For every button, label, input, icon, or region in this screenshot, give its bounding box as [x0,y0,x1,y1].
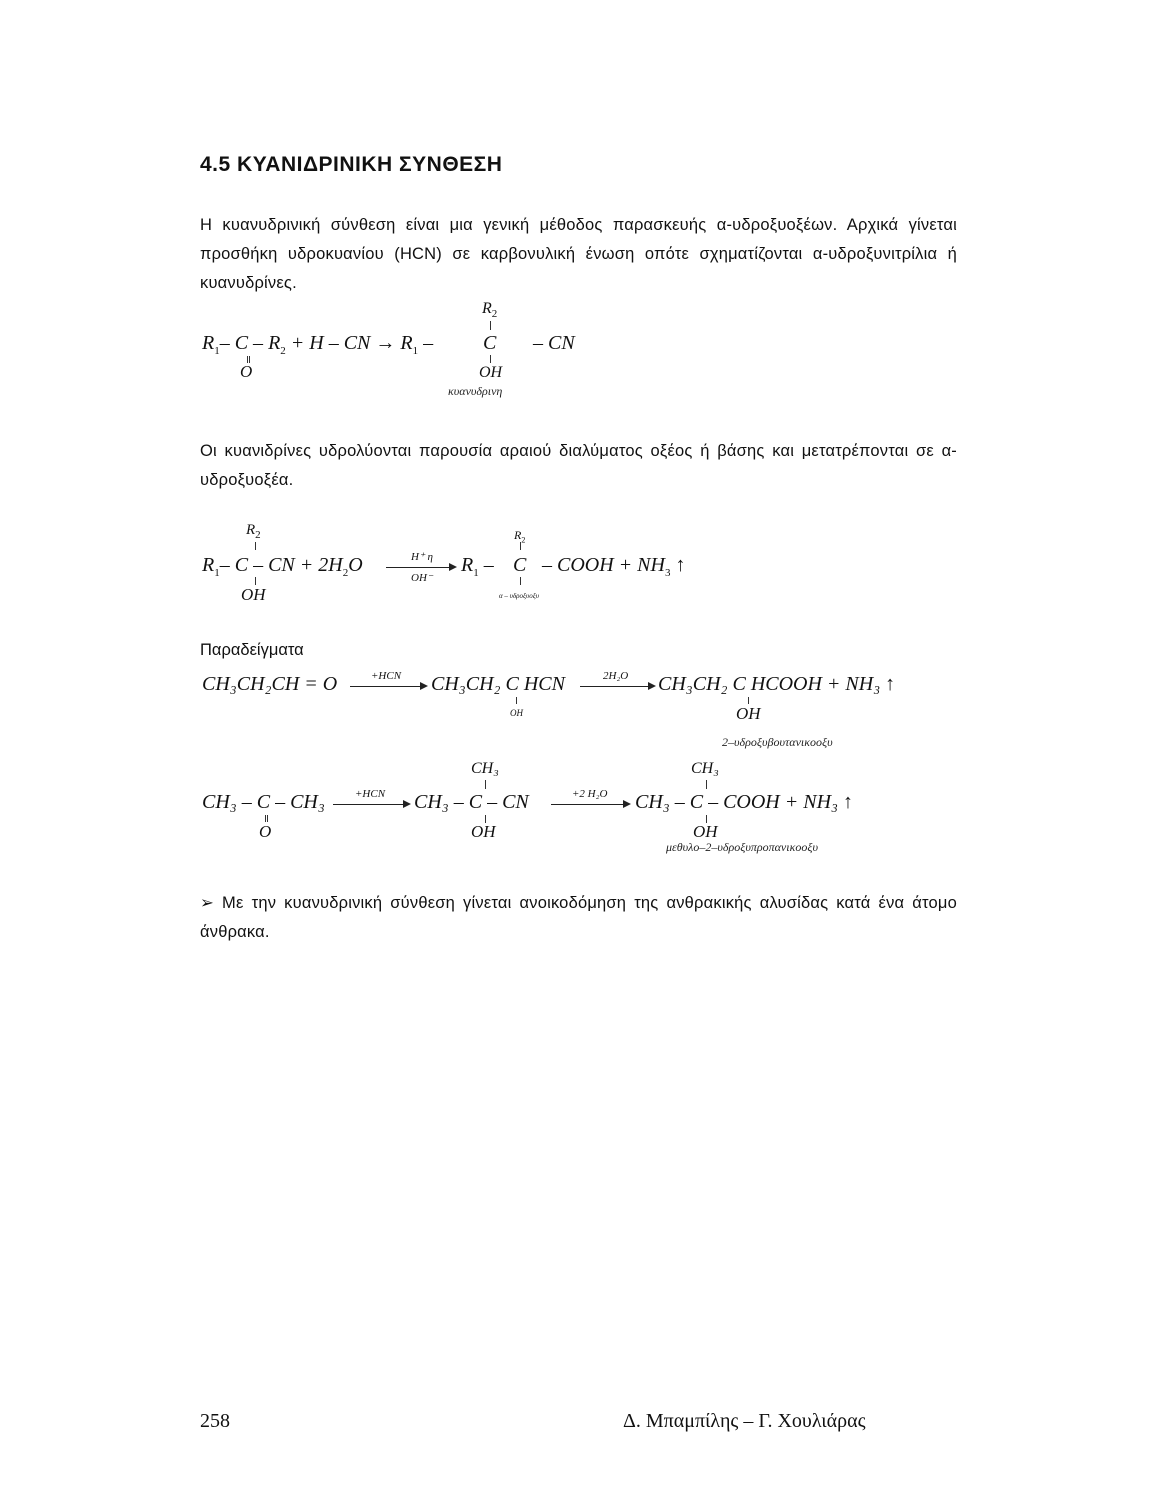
cyanohydrin-label: κυανυδρινη [448,384,503,398]
section-title: 4.5 ΚΥΑΝΙΔΡΙΝΙΚΗ ΣΥΝΘΕΣΗ [200,153,503,176]
footer-authors: Δ. Μπαμπίλης – Γ. Χουλιάρας [623,1410,866,1432]
example2-product-label: μεθυλο–2–υδροξυπροπανικοοξυ [666,840,818,854]
hydrolysis-paragraph: Οι κυανιδρίνες υδρολύονται παρουσία αραιού διαλύματος οξέος ή βάσης και μετατρέπονται σε α-υδροξυοξέα. [200,442,957,489]
bullet-note: ➢ Με την κυανυδρινική σύνθεση γίνεται ανοικοδόμηση της ανθρακικής αλυσίδας κατά ένα άτομο άνθρακα. [200,894,957,941]
examples-heading: Παραδείγματα [200,641,304,659]
page-number: 258 [200,1410,230,1432]
intro-paragraph: Η κυανυδρινική σύνθεση είναι μια γενική μέθοδος παρασκευής α-υδροξυοξέων. Αρχικά γίνεται προσθήκη υδροκυανίου (HCN) σε καρβονυλική ένωση οπότε σχηματίζονται α-υδροξυνιτρίλια ή κυανυδρίνες. [200,216,957,292]
example1-product-label: 2–υδροξυβουτανικοοξυ [722,735,833,749]
